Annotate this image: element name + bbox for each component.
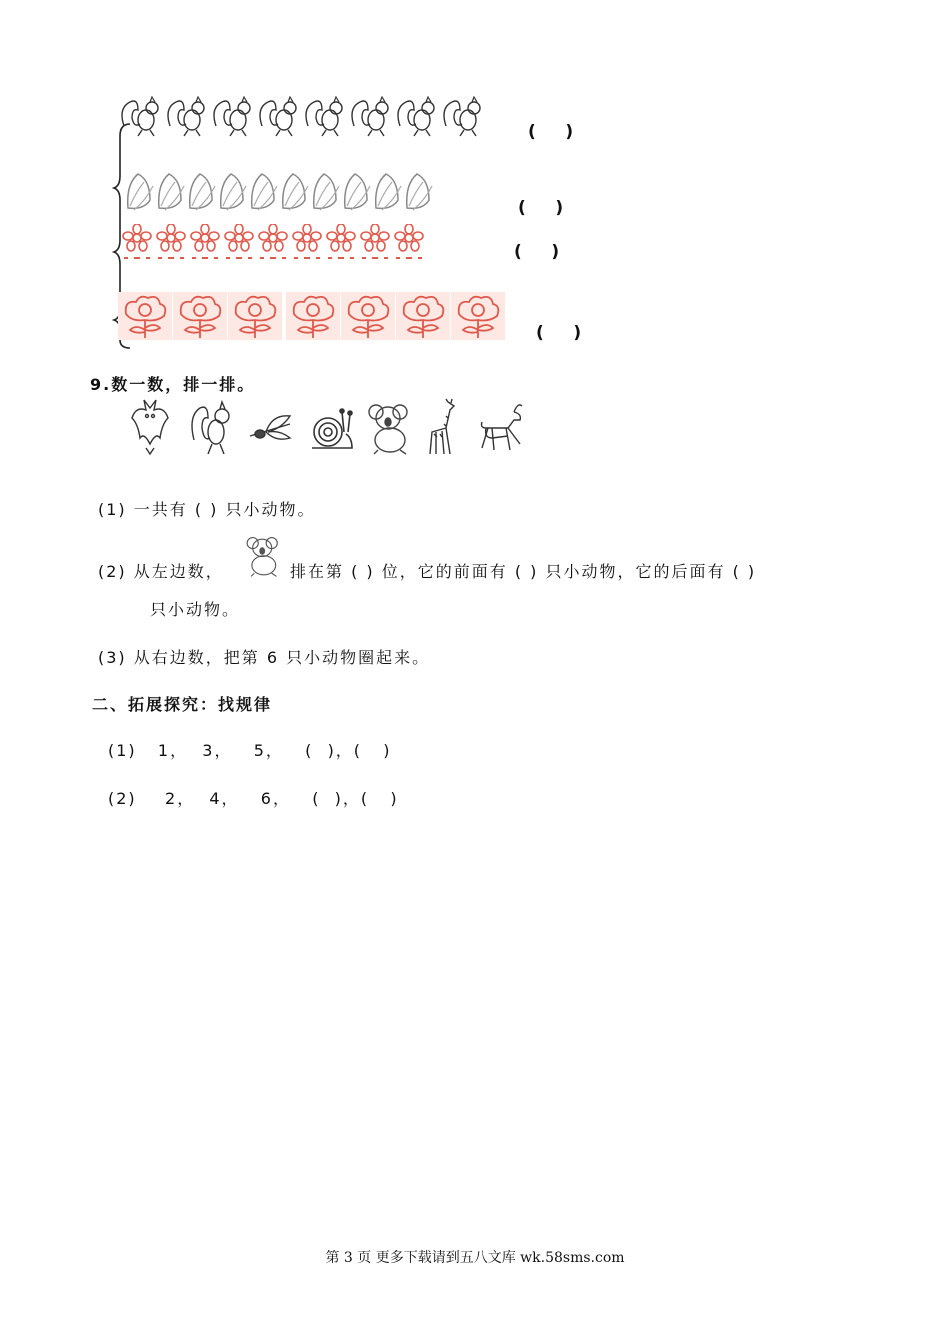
squirrel-icon	[394, 96, 440, 138]
squirrel-icon	[440, 96, 486, 138]
small-flower-icon	[120, 224, 154, 262]
question-9-sub-3: (3) 从右边数，把第 6 只小动物圈起来。	[98, 648, 431, 667]
leaf-icon	[403, 170, 434, 212]
leaf-icon	[124, 170, 155, 212]
small-flower-icon	[222, 224, 256, 262]
question-9-sub-2-prefix: (2) 从左边数，	[98, 562, 224, 581]
leaf-icon	[155, 170, 186, 212]
section-2-title: 二、拓展探究：找规律	[92, 695, 273, 714]
squirrel-icon	[164, 96, 210, 138]
big-flower-row	[118, 292, 505, 340]
question-9-sub-1: (1) 一共有 ( ) 只小动物。	[98, 500, 316, 519]
snail-icon	[308, 398, 354, 456]
leaf-row	[124, 170, 434, 212]
leaf-icon	[279, 170, 310, 212]
big-flower-icon	[173, 292, 227, 340]
small-flower-icon	[188, 224, 222, 262]
big-flower-icon	[451, 292, 505, 340]
big-flower-icon	[286, 292, 340, 340]
squirrel-icon	[210, 96, 256, 138]
goat-icon	[478, 398, 526, 456]
leaf-icon	[372, 170, 403, 212]
answer-blank-small-flowers[interactable]: ( )	[514, 242, 560, 262]
small-flower-icon	[290, 224, 324, 262]
pattern-line-2: (2) 2， 4， 6， ( )，( )	[108, 789, 399, 808]
koala-icon	[366, 398, 412, 456]
animal-row	[130, 398, 526, 456]
dragonfly-icon	[246, 398, 296, 456]
squirrel-icon	[256, 96, 302, 138]
small-flower-icon	[324, 224, 358, 262]
leaf-icon	[341, 170, 372, 212]
answer-blank-squirrels[interactable]: ( )	[528, 122, 574, 142]
squirrel-icon	[118, 96, 164, 138]
squirrel-icon	[348, 96, 394, 138]
answer-blank-leaves[interactable]: ( )	[518, 198, 564, 218]
giraffe-icon	[422, 398, 462, 456]
small-flower-icon	[392, 224, 426, 262]
big-flower-icon	[396, 292, 450, 340]
leaf-icon	[217, 170, 248, 212]
page-footer: 第 3 页 更多下载请到五八文库 wk.58sms.com	[325, 1250, 625, 1266]
leaf-icon	[186, 170, 217, 212]
squirrel-icon	[188, 398, 234, 456]
big-flower-icon	[341, 292, 395, 340]
leaf-icon	[310, 170, 341, 212]
question-9-sub-2-cont: 只小动物。	[150, 600, 241, 619]
small-flower-icon	[358, 224, 392, 262]
bat-icon	[130, 398, 170, 456]
big-flower-icon	[228, 292, 282, 340]
question-9-title: 9.数一数，排一排。	[90, 375, 256, 394]
squirrel-row	[118, 96, 486, 138]
leaf-icon	[248, 170, 279, 212]
answer-blank-big-flowers[interactable]: ( )	[536, 323, 582, 343]
squirrel-icon	[302, 96, 348, 138]
pattern-line-1: (1) 1， 3， 5， ( )，( )	[108, 741, 392, 760]
koala-inline-icon	[242, 532, 284, 578]
small-flower-icon	[256, 224, 290, 262]
small-flower-icon	[154, 224, 188, 262]
big-flower-icon	[118, 292, 172, 340]
small-flower-row	[120, 224, 426, 262]
question-9-sub-2-body: 排在第 ( ) 位，它的前面有 ( ) 只小动物，它的后面有 ( )	[290, 562, 757, 581]
